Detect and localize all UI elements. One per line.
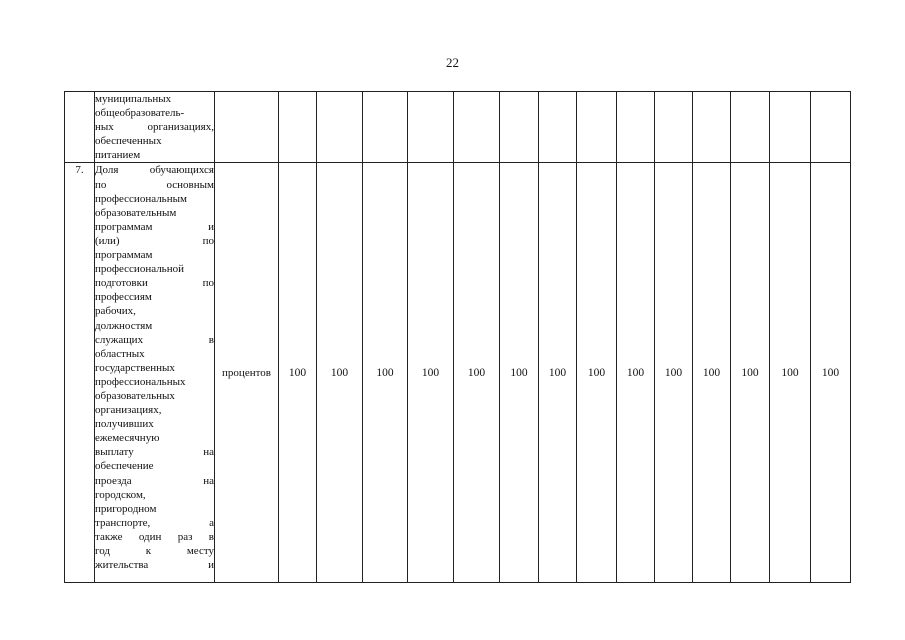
indicator-text-line: организациях,	[95, 404, 162, 417]
value-cell	[655, 92, 693, 163]
value-cell	[770, 92, 811, 163]
value-cell: 100	[731, 163, 770, 583]
value-cell: 100	[693, 163, 731, 583]
value-cell: 100	[500, 163, 539, 583]
row-number-cell: 7.	[65, 163, 95, 583]
indicator-table	[64, 91, 851, 583]
value-cell: 100	[811, 163, 851, 583]
table-row	[65, 92, 851, 163]
indicator-name-cell	[95, 92, 215, 163]
value-cell	[317, 92, 363, 163]
value-cell	[731, 92, 770, 163]
indicator-text-line: подготовки по	[95, 277, 214, 290]
indicator-text-line: профессиональной	[95, 263, 184, 276]
indicator-text-line: образовательным	[95, 206, 177, 219]
value-cell	[693, 92, 731, 163]
value-cell	[408, 92, 454, 163]
value-cell: 100	[577, 163, 617, 583]
value-cell: 100	[454, 163, 500, 583]
indicator-text-line: образовательных	[95, 389, 175, 402]
value-cell: 100	[363, 163, 408, 583]
indicator-text-line: рабочих,	[95, 305, 136, 318]
indicator-text-line: питанием	[95, 149, 141, 162]
indicator-text-line: выплату на	[95, 446, 214, 459]
value-cell	[500, 92, 539, 163]
value-cell	[539, 92, 577, 163]
value-cell	[577, 92, 617, 163]
value-cell	[454, 92, 500, 163]
value-cell: 100	[279, 163, 317, 583]
indicator-text-line: (или) по	[95, 234, 214, 247]
indicator-text-line: Доля обучающихся	[95, 164, 214, 177]
indicator-text-line: профессиям	[95, 291, 152, 304]
indicator-text-line: также один раз в	[95, 530, 214, 543]
unit-cell: процентов	[215, 163, 279, 583]
value-cell	[617, 92, 655, 163]
indicator-text-line: обеспеченных	[95, 135, 162, 148]
indicator-text-line: обеспечение	[95, 460, 154, 473]
indicator-text-line: транспорте, а	[95, 516, 214, 529]
indicator-text-line: муниципальных	[95, 93, 172, 105]
indicator-text-line: программам	[95, 249, 153, 262]
indicator-text-line: должностям	[95, 319, 153, 332]
indicator-text-line: программам и	[95, 220, 214, 233]
indicator-name-cell	[95, 163, 215, 583]
indicator-text-line: городском,	[95, 488, 146, 501]
indicator-text-line: профессиональных	[95, 375, 186, 388]
indicator-text-line: общеобразователь-	[95, 107, 185, 120]
value-cell	[279, 92, 317, 163]
value-cell	[363, 92, 408, 163]
indicator-text-line: профессиональным	[95, 192, 187, 205]
indicator-text-line: ных организациях,	[95, 121, 214, 134]
value-cell: 100	[408, 163, 454, 583]
indicator-text-line: ежемесячную	[95, 432, 160, 445]
indicator-text-line: получивших	[95, 418, 154, 431]
value-cell: 100	[655, 163, 693, 583]
table-row	[65, 163, 851, 583]
value-cell	[811, 92, 851, 163]
value-cell: 100	[617, 163, 655, 583]
table-body	[65, 92, 851, 583]
unit-cell	[215, 92, 279, 163]
indicator-text-line: пригородном	[95, 502, 157, 515]
value-cell: 100	[770, 163, 811, 583]
indicator-text-line: областных	[95, 347, 145, 360]
indicator-text-line: проезда на	[95, 474, 214, 487]
page-number: 22	[446, 55, 459, 70]
value-cell: 100	[539, 163, 577, 583]
indicator-text-line: государственных	[95, 361, 175, 374]
indicator-text-line: год к месту	[95, 545, 214, 557]
row-number-cell	[65, 92, 95, 163]
indicator-text-line: жительства и	[95, 559, 214, 572]
indicator-text-line: по основным	[95, 178, 214, 191]
value-cell: 100	[317, 163, 363, 583]
indicator-text-line: служащих в	[95, 333, 214, 346]
